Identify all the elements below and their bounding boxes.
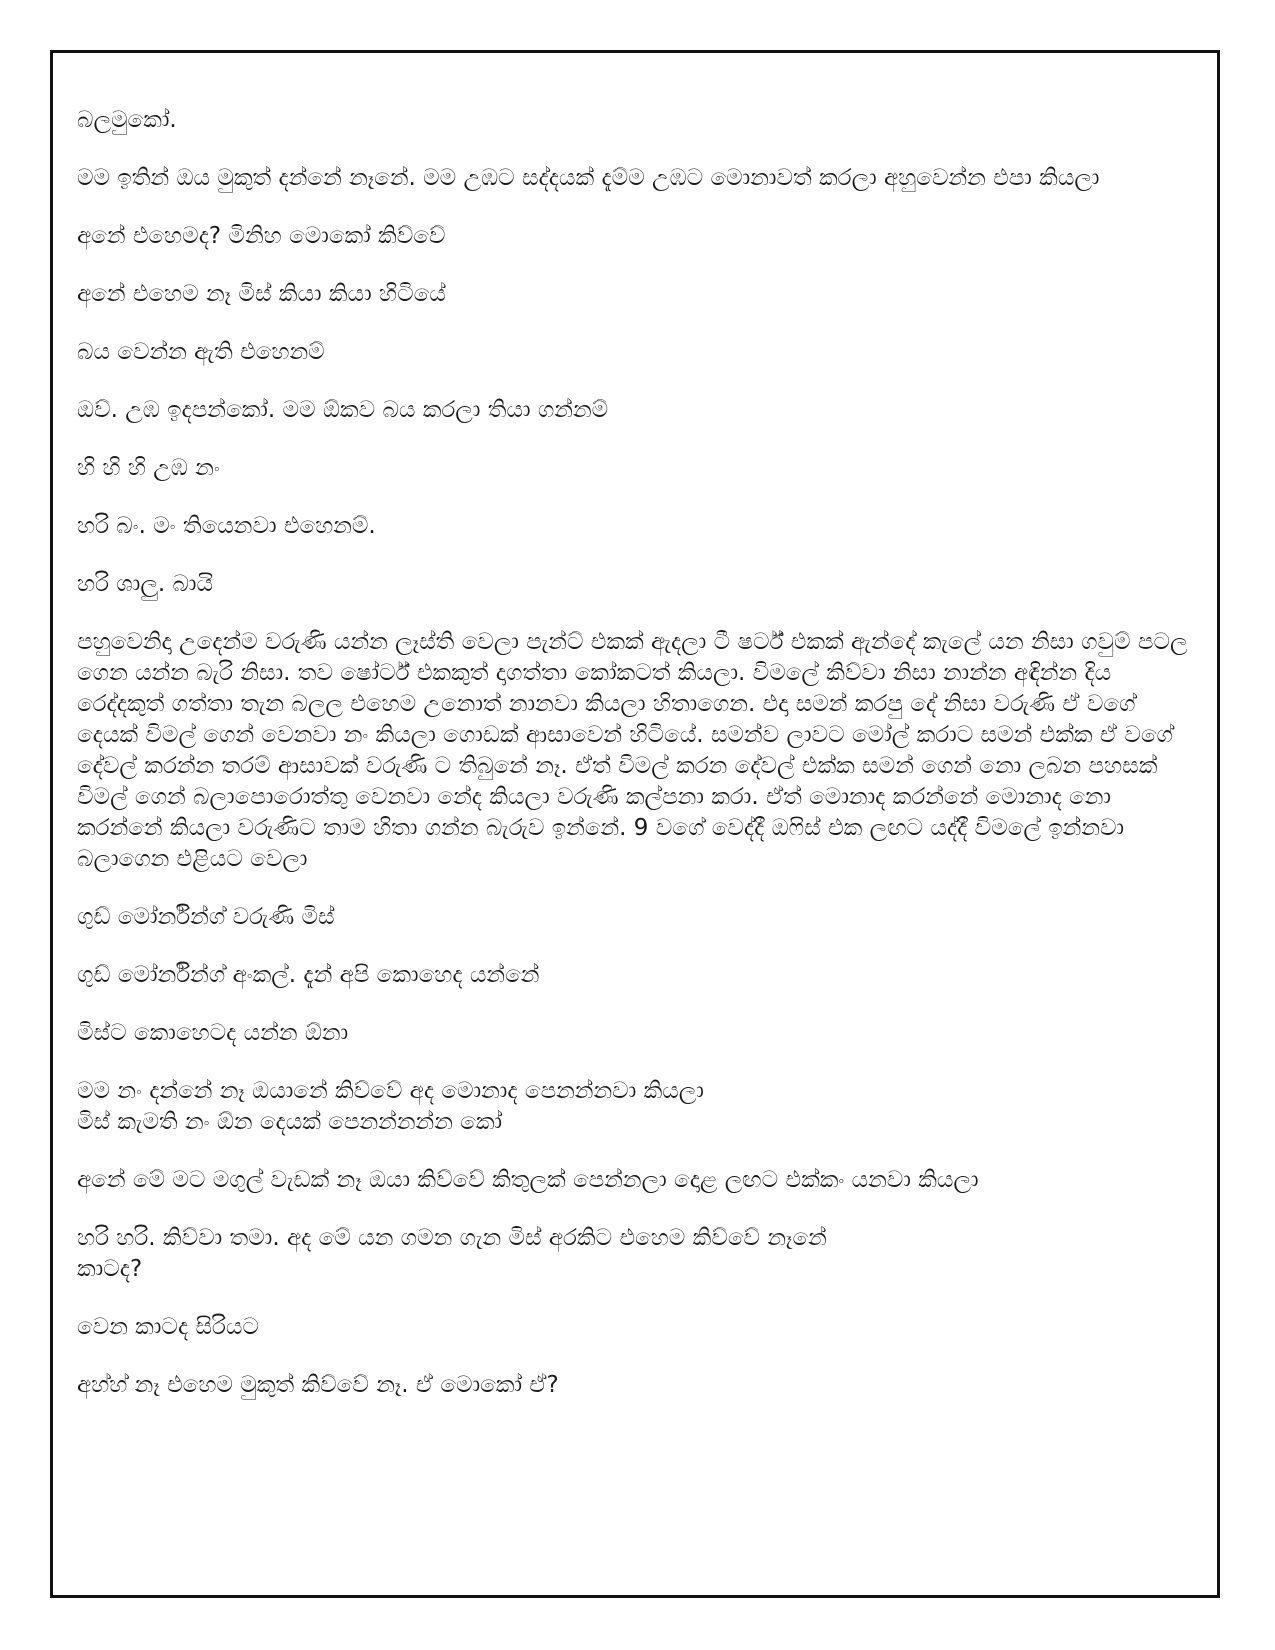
paragraph: හරි ශාලු. බායි [77,571,214,597]
paragraph: මම නං දන්නේ නෑ ඔයානේ කිව්වේ අද මොනාද පෙනන්නවා කියලා මිස් කැමති නං ඕන දෙයක් පෙනන්නන්න කෝ [77,1078,704,1135]
page-border [50,50,1220,1598]
paragraph: අනේ මේ මට මගුල් වැඩක් නෑ ඔයා කිව්වේ කිතුලක් පෙන්නලා දොළ ලඟට එක්කං යනවා කියලා [77,1167,979,1193]
paragraph: බලමුකෝ. [77,107,177,133]
paragraph: හරි හරි. කිව්වා තමා. අද මේ යන ගමන ගැන මිස් අරකිට එහෙම කිව්වේ නෑනේ කාටද? [77,1225,827,1282]
paragraph: අනේ එහෙමද? මිනිහ මොකෝ කිව්වේ [77,223,446,249]
paragraph: ගුඩ් මෝර්නින්ග් අංකල්. දැන් අපි කොහෙද යන්නේ [77,962,540,988]
paragraph: ගුඩ් මෝර්නින්ග් වරුණි මිස් [77,904,335,930]
paragraph: හි හි හි උඹ නං [77,455,220,481]
paragraph: අහ්හ් නෑ එහෙම මුකුත් කිව්වේ නෑ. ඒ මොකෝ ඒ? [77,1372,559,1398]
paragraph: අනේ එහෙම නෑ මිස් කියා කියා හිටියේ [77,281,446,307]
paragraph: වෙන කාටද සිරියට [77,1314,259,1340]
paragraph: මිස්ට කොහෙටද යන්න ඕනා [77,1020,349,1046]
paragraph: මම ඉතින් ඔය මුකුත් දන්නේ නෑනේ. මම උඹට සද්දයක් දැම්ම උඹට මොනාවත් කරලා අහුවෙන්න එපා කියලා [77,165,1100,191]
paragraph: බය වෙන්න ඇති එහෙනම් [77,339,325,365]
narrative-paragraph: පහුවෙනිදා උදෙන්ම වරුණි යන්න ලෑස්ති වෙලා පැන්ට් එකක් ඇදලා ටී ෂර්ට් එකක් ඇන්දේ කැලේ යන නිසා ගවුම් පටල ගෙන යන්න බැරි නිසා. තව ෂෝර්ට් එකකුත් දාගත්තා කෝකටත් කියලා. විමලේ කිව්වා නිසා නාන්න අඳින්න දිය රෙද්දකුත් ගත්තා තැන බලල එහෙම උනොත් නානවා කියලා හිතාගෙන. එදා සමන් කරපු දේ නිසා වරුණි ඒ වගේ දෙයක් විමල් ගෙන් වෙනවා නං කියලා ගොඩක් ආසාවෙන් හිටියේ. සමන්ව ලාවට මෝල් කරාට සමන් එක්ක ඒ වගේ දේවල් කරන්න තරම් ආසාවක් වරුණි ට තිබුනේ නෑ. ඒත් විමල් කරන දේවල් එක්ක සමන් ගෙන් නො ලබන පහසක් විමල් ගෙන් බලාපොරොත්තු වෙනවා නේද කියලා වරුණි කල්පනා කරා. ඒත් මොනාද කරන්නේ මොනාද නො කරන්නේ කියලා වරුණිට තාම හිතා ගන්න බැරුව ඉන්නේ. 9 වගේ වෙද්දී ඔෆිස් එක ලඟට යද්දී විමලේ ඉන්නවා බලාගෙන එළියට වෙලා [77,629,1188,872]
paragraph: හරි බං. මං තියෙනවා එහෙනම්. [77,513,376,539]
paragraph: ඔව්. උඹ ඉදපන්කෝ. මම ඕකව බය කරලා තියා ගන්නම් [77,397,609,423]
